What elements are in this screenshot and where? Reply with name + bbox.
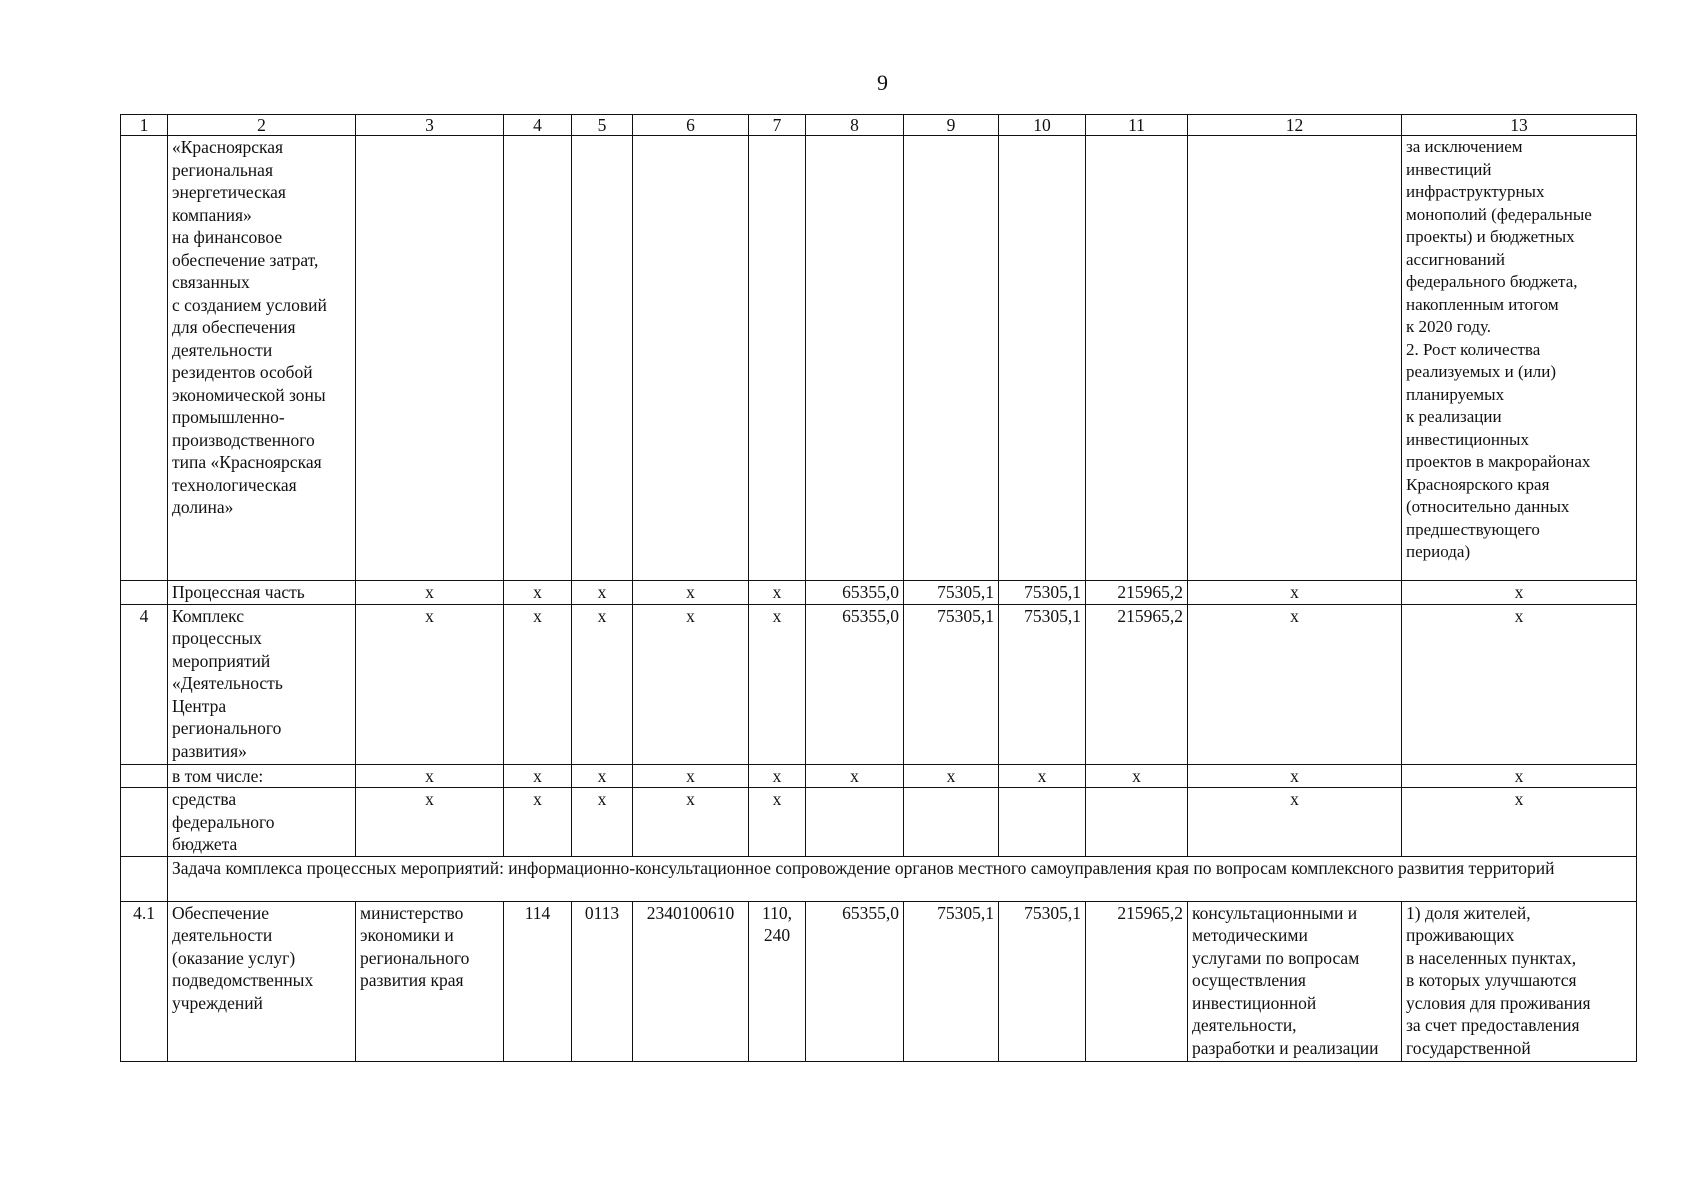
- expected-result: за исключением инвестиций инфраструктурных монополий (федеральные проекты) и бюджетных ассигнований федерального бюджета, накопленным итогом к 2020 году. 2. Рост количества реализуемых и (или) планируемых к реализации инвестиционных проектов в макрорайонах Красноярского края (относительно данных предшествующего периода): [1402, 136, 1637, 581]
- column-header: 1: [121, 115, 168, 136]
- table-row: [121, 901, 1637, 1061]
- column-header: 2: [168, 115, 356, 136]
- column-header: 10: [999, 115, 1086, 136]
- column-header: 13: [1402, 115, 1637, 136]
- table-row: [121, 788, 1637, 857]
- table-cell: х: [633, 581, 749, 605]
- row-title: Обеспечение деятельности (оказание услуг) подведомственных учреждений: [168, 901, 356, 1061]
- table-cell: 75305,1: [904, 581, 999, 605]
- table-cell: х: [1188, 604, 1402, 764]
- table-cell: х: [356, 604, 504, 764]
- table-cell: х: [633, 604, 749, 764]
- column-header: 11: [1086, 115, 1188, 136]
- table-row: [121, 764, 1637, 788]
- table-cell: х: [504, 581, 572, 605]
- table-cell: х: [633, 788, 749, 857]
- table-cell: х: [572, 581, 633, 605]
- table-row: [121, 581, 1637, 605]
- table-cell: х: [749, 581, 806, 605]
- table-cell: 110, 240: [749, 901, 806, 1061]
- row-number: 4.1: [121, 901, 168, 1061]
- row-number: 4: [121, 604, 168, 764]
- table-cell: х: [572, 604, 633, 764]
- program-table: [120, 114, 1637, 1062]
- table-row: [121, 604, 1637, 764]
- table-cell: 65355,0: [806, 901, 904, 1061]
- table-cell: 215965,2: [1086, 581, 1188, 605]
- column-header: 8: [806, 115, 904, 136]
- table-cell: х: [356, 764, 504, 788]
- table-cell: 114: [504, 901, 572, 1061]
- row-title: Процессная часть: [168, 581, 356, 605]
- table-cell: х: [749, 764, 806, 788]
- table-cell: 75305,1: [999, 604, 1086, 764]
- measure-name: «Красноярская региональная энергетическая компания» на финансовое обеспечение затрат, связанных с созданием условий для обеспечения деятельности резидентов особой экономической зоны промышленно- производственного типа «Красноярская технологическая долина»: [168, 136, 356, 581]
- indicator-impact: 1) доля жителей, проживающих в населенных пунктах, в которых улучшаются условия для проживания за счет предоставления государственной: [1402, 901, 1637, 1061]
- table-cell: х: [1188, 788, 1402, 857]
- table-cell: х: [806, 764, 904, 788]
- table-cell: 75305,1: [904, 604, 999, 764]
- column-header: 5: [572, 115, 633, 136]
- table-cell: х: [749, 604, 806, 764]
- column-header: 3: [356, 115, 504, 136]
- responsible-executor: министерство экономики и регионального развития края: [356, 901, 504, 1061]
- page-number: 9: [877, 70, 888, 95]
- table-cell: х: [572, 764, 633, 788]
- column-header: 4: [504, 115, 572, 136]
- task-row: [121, 856, 1637, 901]
- table-cell: х: [356, 581, 504, 605]
- table-row: [121, 136, 1637, 581]
- table-cell: х: [749, 788, 806, 857]
- table-cell: х: [572, 788, 633, 857]
- table-cell: х: [1402, 604, 1637, 764]
- table-cell: 75305,1: [999, 901, 1086, 1061]
- table-cell: 215965,2: [1086, 604, 1188, 764]
- task-description: Задача комплекса процессных мероприятий: информационно-консультационное сопровождение органов местного самоуправления края по вопросам комплексного развития территорий: [168, 856, 1637, 901]
- row-title: в том числе:: [168, 764, 356, 788]
- table-cell: х: [504, 604, 572, 764]
- column-header: 12: [1188, 115, 1402, 136]
- table-cell: х: [1188, 764, 1402, 788]
- table-cell: х: [633, 764, 749, 788]
- table-cell: 215965,2: [1086, 901, 1188, 1061]
- table-cell: 75305,1: [904, 901, 999, 1061]
- column-numbers-row: [121, 115, 1637, 136]
- table-cell: 2340100610: [633, 901, 749, 1061]
- expected-result: консультационными и методическими услугами по вопросам осуществления инвестиционной деятельности, разработки и реализации: [1188, 901, 1402, 1061]
- table-cell: х: [1402, 788, 1637, 857]
- column-header: 9: [904, 115, 999, 136]
- table-cell: х: [1188, 581, 1402, 605]
- table-cell: 65355,0: [806, 604, 904, 764]
- column-header: 7: [749, 115, 806, 136]
- table-cell: х: [1402, 764, 1637, 788]
- column-header: 6: [633, 115, 749, 136]
- table-cell: х: [904, 764, 999, 788]
- table-cell: х: [1402, 581, 1637, 605]
- table-cell: х: [999, 764, 1086, 788]
- table-cell: 0113: [572, 901, 633, 1061]
- table-cell: х: [504, 788, 572, 857]
- table-cell: 75305,1: [999, 581, 1086, 605]
- table-cell: х: [504, 764, 572, 788]
- table-cell: 65355,0: [806, 581, 904, 605]
- row-title: Комплекс процессных мероприятий «Деятельность Центра регионального развития»: [168, 604, 356, 764]
- table-cell: х: [1086, 764, 1188, 788]
- table-cell: х: [356, 788, 504, 857]
- row-title: средства федерального бюджета: [168, 788, 356, 857]
